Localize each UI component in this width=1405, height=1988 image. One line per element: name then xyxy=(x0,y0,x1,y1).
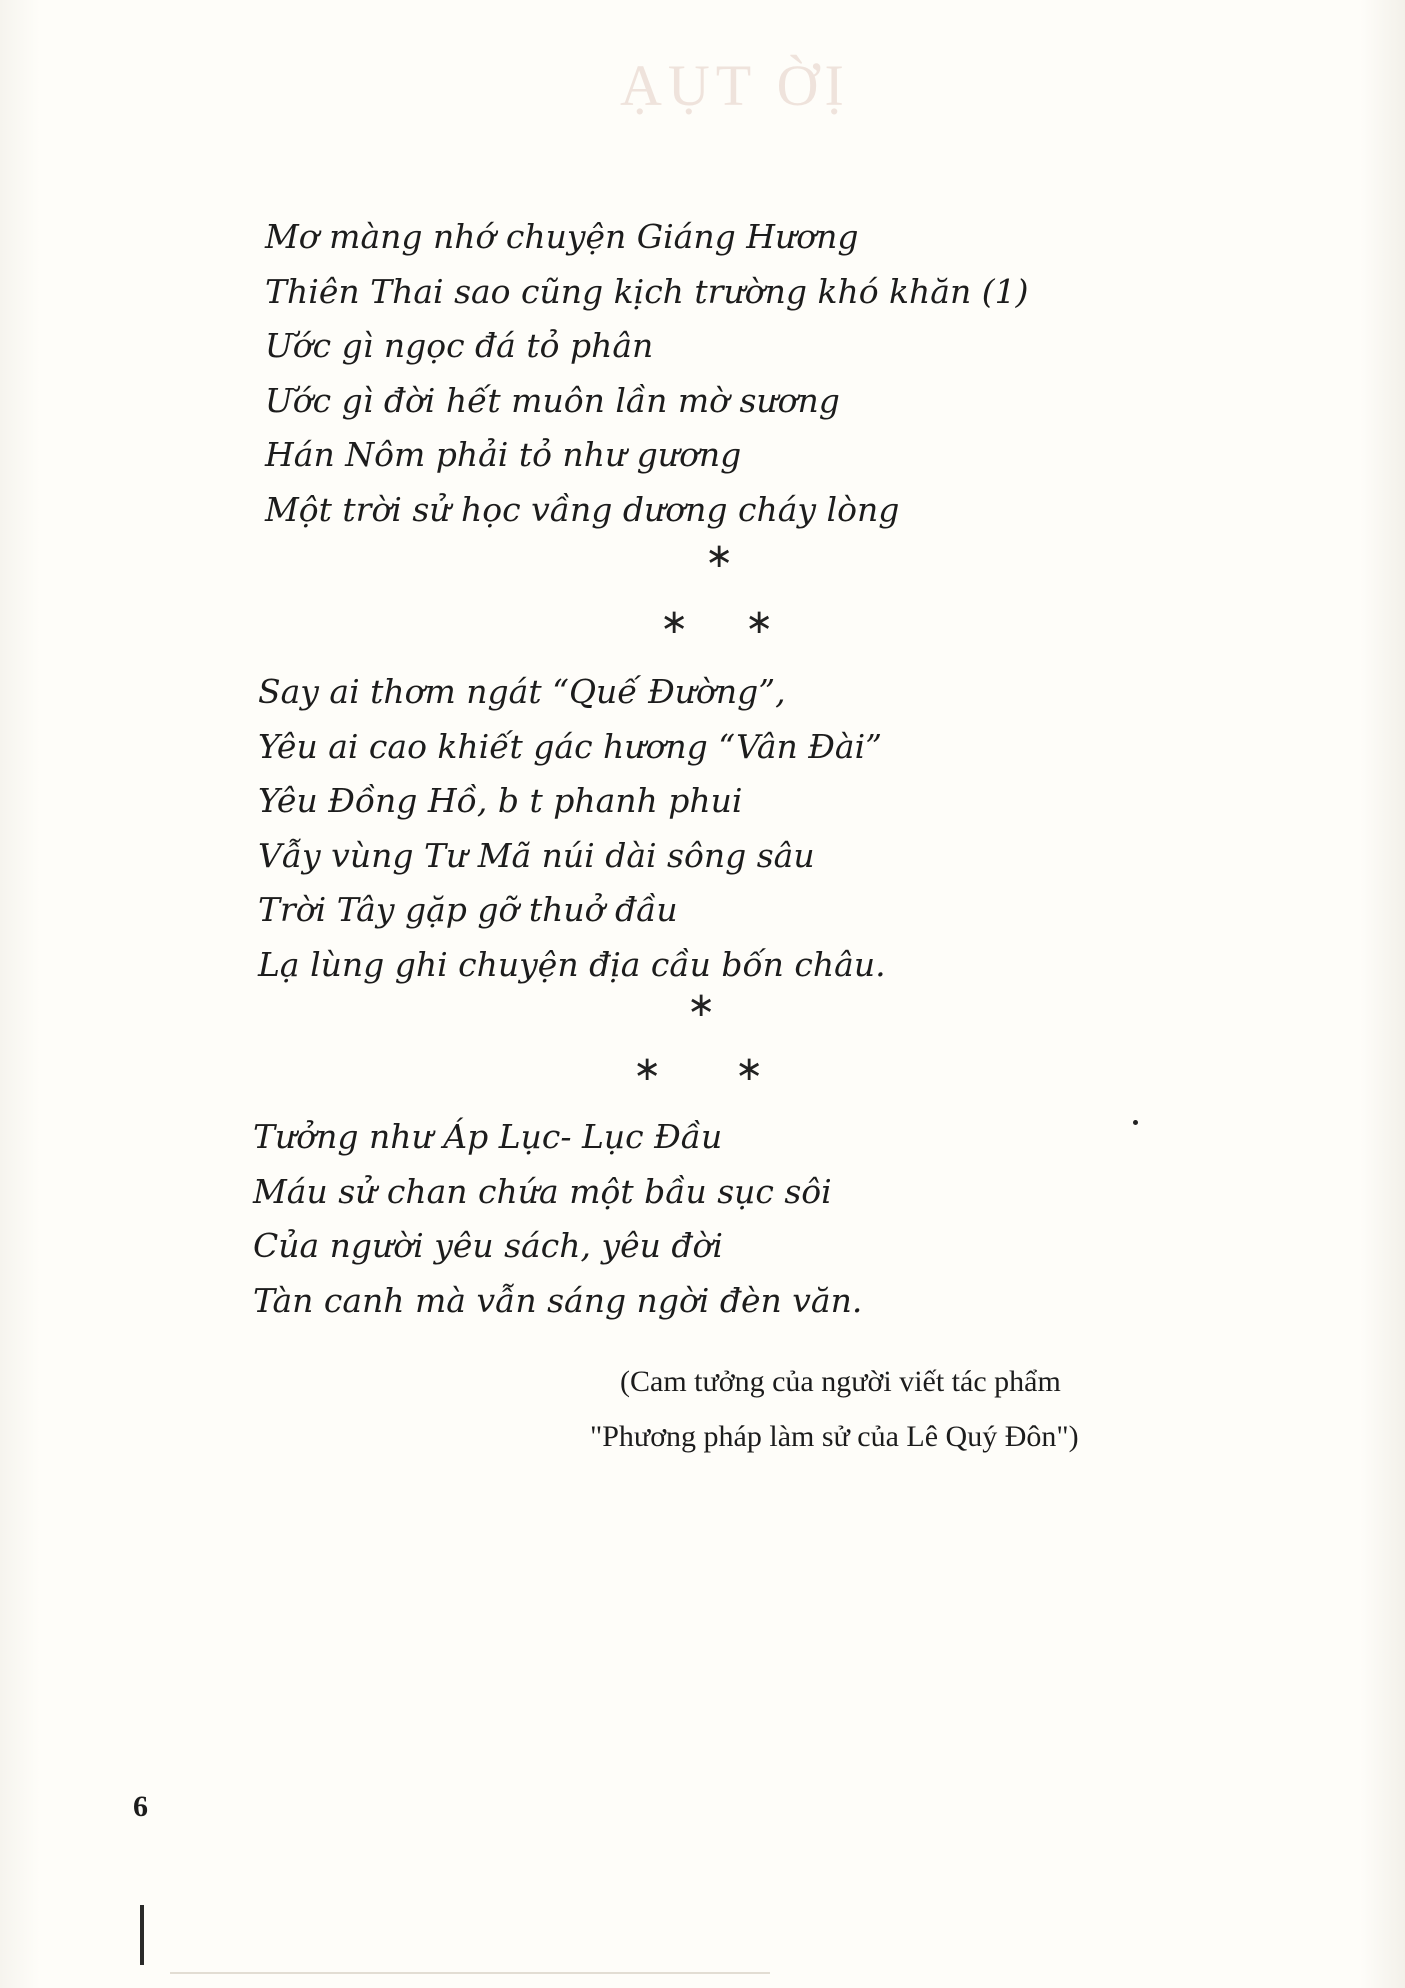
author-note-line-2: "Phương pháp làm sử của Lê Quý Đôn") xyxy=(590,1420,1079,1453)
poem-stanza-3 xyxy=(253,1110,862,1328)
poem-line: Say ai thơm ngát “Quế Đường”, xyxy=(258,672,786,711)
bottom-edge-line xyxy=(170,1972,770,1974)
poem-line: Máu sử chan chứa một bầu sục sôi xyxy=(253,1171,832,1211)
poem-stanza-1 xyxy=(265,210,1028,537)
author-note xyxy=(590,1354,1079,1464)
asterisk-glyph: ∗ xyxy=(633,1049,662,1089)
poem-line: Yêu Đồng Hồ, b t phanh phui xyxy=(258,781,743,820)
poem-line: Một trời sử học vầng dương cháy lòng xyxy=(265,489,900,529)
poem-line: Lạ lùng ghi chuyện địa cầu bốn châu. xyxy=(258,944,886,984)
poem-line: Tưởng như Áp Lục- Lục Đầu xyxy=(253,1117,723,1156)
poem-line: Thiên Thai sao cũng kịch trường khó khăn (1) xyxy=(265,271,1029,311)
poem-line: Ước gì đời hết muôn lần mờ sương xyxy=(265,380,840,420)
author-note-line-1: (Cam tưởng của người viết tác phẩm xyxy=(620,1365,1061,1398)
poem-line: Tàn canh mà vẫn sáng ngời đèn văn. xyxy=(253,1280,863,1320)
poem-line: Vẫy vùng Tư Mã núi dài sông sâu xyxy=(258,835,815,875)
asterisk-glyph: ∗ xyxy=(660,602,689,642)
poem-line: Ước gì ngọc đá tỏ phân xyxy=(265,326,654,365)
poem-line: Trời Tây gặp gỡ thuở đầu xyxy=(258,890,678,929)
asterisk-glyph: ∗ xyxy=(687,985,716,1025)
poem-line: Yêu ai cao khiết gác hương “Vân Đài” xyxy=(258,726,883,766)
asterisk-glyph: ∗ xyxy=(705,536,734,576)
bleed-through-title: ẠỤT ỜỊ xyxy=(620,53,850,118)
poem-line: Mơ màng nhớ chuyện Giáng Hương xyxy=(265,217,859,256)
asterisk-glyph: ∗ xyxy=(735,1049,764,1089)
left-edge-shadow xyxy=(140,1905,144,1965)
poem-line: Của người yêu sách, yêu đời xyxy=(253,1226,723,1265)
page-number: 6 xyxy=(133,1790,148,1823)
ink-speck xyxy=(1133,1120,1138,1125)
asterisk-glyph: ∗ xyxy=(745,602,774,642)
poem-stanza-2 xyxy=(258,665,886,992)
poem-line: Hán Nôm phải tỏ như gương xyxy=(265,435,742,474)
